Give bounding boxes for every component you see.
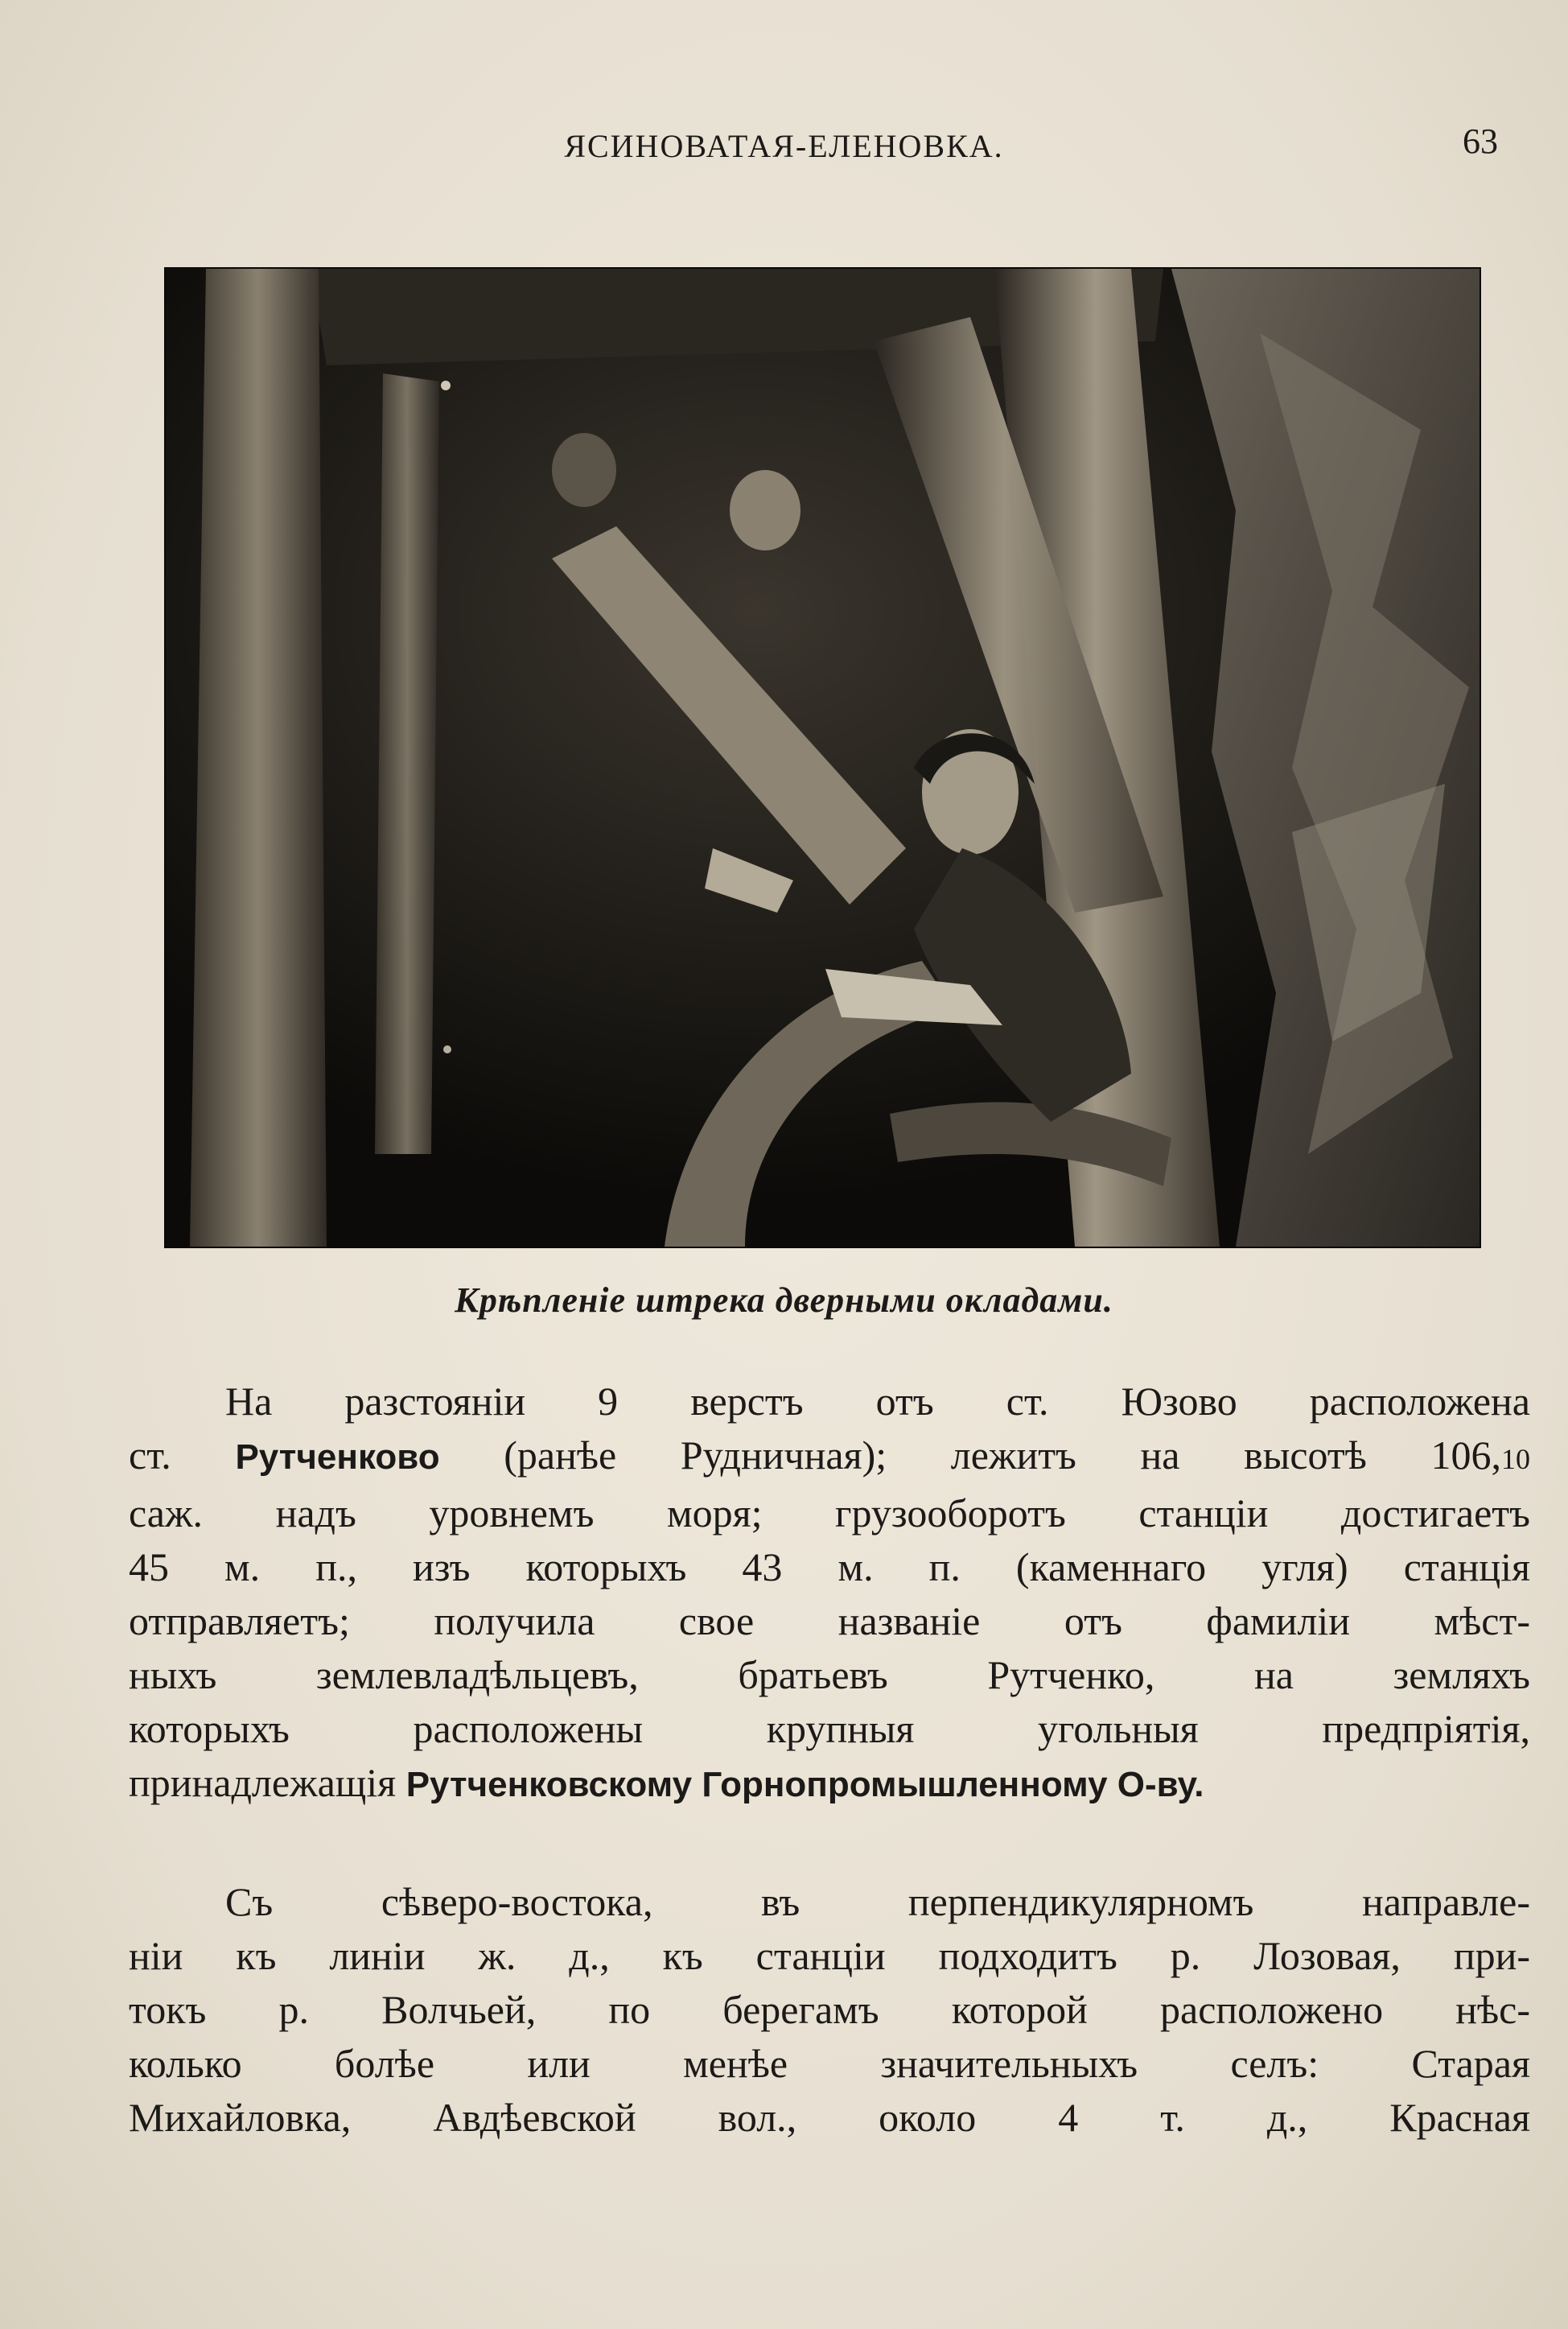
paragraph-lozovaya xyxy=(129,1875,1530,2145)
page-number: 63 xyxy=(1463,122,1498,161)
text-line xyxy=(129,1756,1530,1812)
text-line: саж. надъ уровнемъ моря; грузооборотъ станціи достигаетъ xyxy=(129,1490,1530,1535)
photograph-illustration xyxy=(166,269,1480,1247)
text-line: Михайловка, Авдѣевской вол., около 4 т. д., Красная xyxy=(129,2095,1530,2140)
running-title: ЯСИНОВАТАЯ-ЕЛЕНОВКА. xyxy=(564,128,1004,164)
text-fragment: принадлежащія xyxy=(129,1760,397,1805)
figure-caption: Крѣпленіе штрека дверными окладами. xyxy=(455,1280,1113,1320)
station-name: Рутченково xyxy=(235,1437,440,1477)
text-line xyxy=(129,1428,1530,1486)
decimal-fraction: 10 xyxy=(1501,1443,1531,1475)
text-line: токъ р. Волчьей, по берегамъ которой расположено нѣс- xyxy=(129,1987,1530,2032)
paragraph-rutchenkovo xyxy=(129,1375,1530,1812)
text-line: На разстояніи 9 верстъ отъ ст. Юзово расположена xyxy=(225,1379,1530,1424)
text-line: колько болѣе или менѣе значительныхъ селъ: Старая xyxy=(129,2041,1530,2086)
text-fragment: (ранѣе Рудничная); лежитъ на высотѣ 106, xyxy=(504,1432,1502,1478)
text-line: которыхъ расположены крупныя угольныя предпріятія, xyxy=(129,1706,1530,1751)
text-line: ныхъ землевладѣльцевъ, братьевъ Рутченко, на земляхъ xyxy=(129,1652,1530,1697)
text-fragment: ст. xyxy=(129,1432,171,1478)
text-line: 45 м. п., изъ которыхъ 43 м. п. (каменнаго угля) станція xyxy=(129,1544,1530,1589)
mine-tunnel-photograph xyxy=(164,267,1481,1248)
text-line: Съ сѣверо-востока, въ перпендикулярномъ направле- xyxy=(225,1879,1530,1924)
text-line: ніи къ линіи ж. д., къ станціи подходитъ р. Лозовая, при- xyxy=(129,1933,1530,1978)
company-name: Рутченковскому Горнопромышленному О-ву. xyxy=(405,1765,1204,1804)
text-line: отправляетъ; получила свое названіе отъ фамиліи мѣст- xyxy=(129,1598,1530,1643)
